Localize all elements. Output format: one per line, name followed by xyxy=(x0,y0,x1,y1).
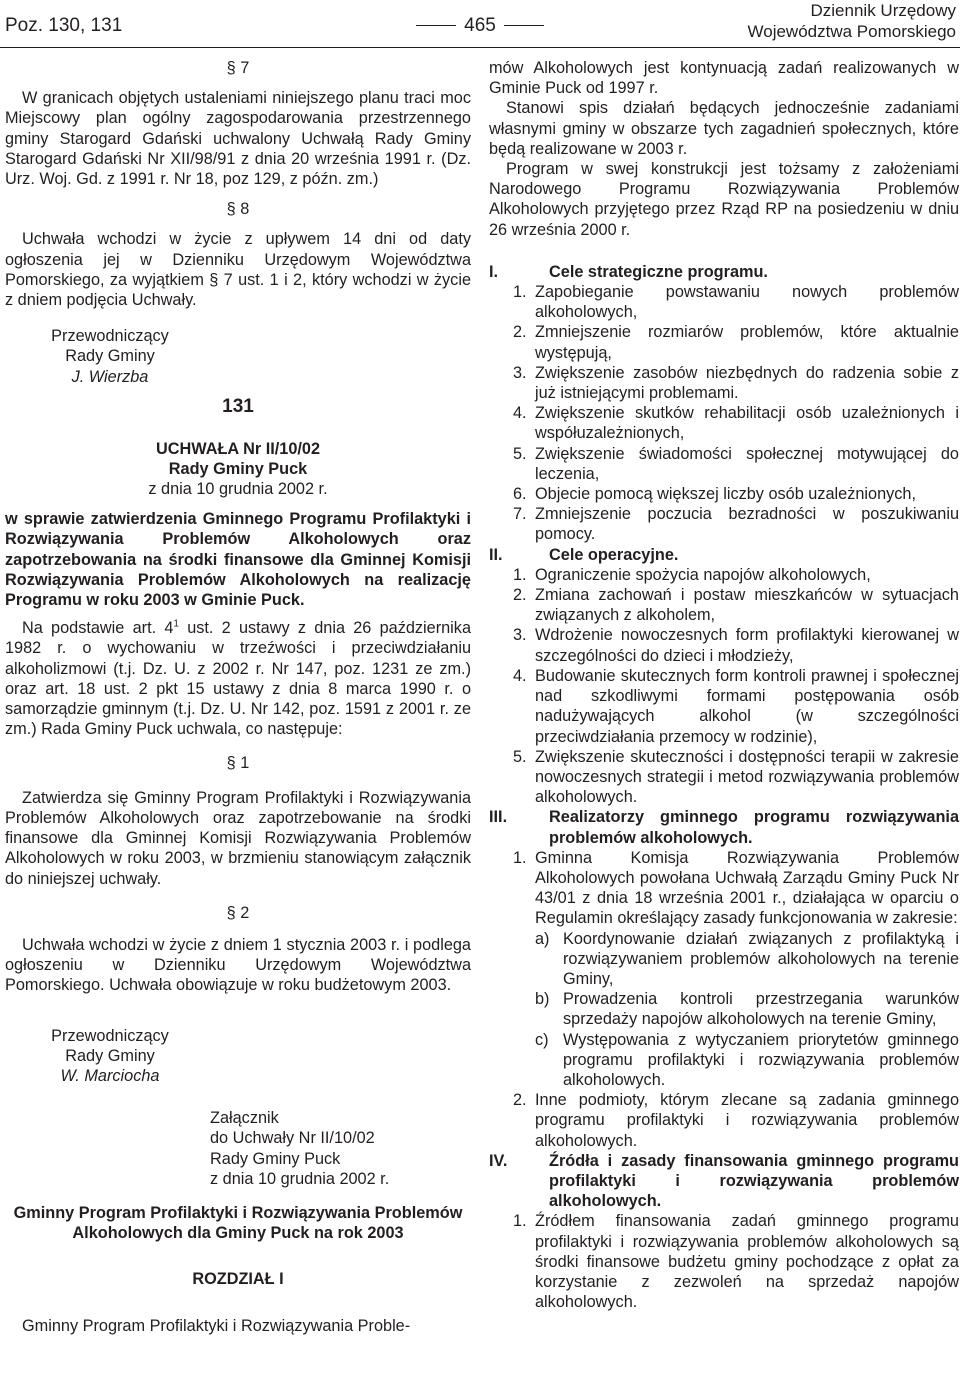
list-item-text: Zwiększenie skuteczności i dostępności terapii w zakresie nowoczesnych strategii i metod rozwiązywania problemów alkoholowych. xyxy=(535,747,959,807)
chapter-heading: ROZDZIAŁ I xyxy=(192,1270,284,1289)
intro-paragraph: Program w swej konstrukcji jest tożsamy z założeniami Narodowego Programu Rozwiązywania Problemów Alkoholowych przyjętego przez Rząd RP na posiedzeniu w dniu 26 września 2000 r. xyxy=(489,160,959,239)
list-item-number: b) xyxy=(535,990,550,1009)
attachment-line: Rady Gminy Puck xyxy=(210,1149,341,1168)
list-item-number: 1. xyxy=(513,565,527,584)
list-item-number: 1. xyxy=(513,1212,527,1231)
signature-name: W. Marciocha xyxy=(60,1066,160,1085)
list-item xyxy=(489,1030,959,1091)
attachment-line: z dnia 10 grudnia 2002 r. xyxy=(210,1169,390,1188)
list-item xyxy=(489,282,959,322)
list-item xyxy=(489,625,959,665)
list-item-text: Gminna Komisja Rozwiązywania Problemów Alkoholowych powołana Uchwałą Zarządu Gminy Puck Nr 43/01 z dnia 18 września 2001 r., działająca w oparciu o Regulamin określający zasady funkcjonowania w zakresie: xyxy=(535,848,959,928)
right-column xyxy=(489,58,959,1312)
list-item-text: Zwiększenie zasobów niezbędnych do radzenia sobie z już istniejącymi problemami. xyxy=(535,363,959,403)
list-item xyxy=(489,848,959,929)
section-2-text: Uchwała wchodzi w życie z dniem 1 stycznia 2003 r. i podlega ogłoszeniu w Dzienniku Urzędowym Województwa Pomorskiego. Uchwała obowiązuje w roku budżetowym 2003. xyxy=(5,935,471,995)
list-item-number: 4. xyxy=(513,666,527,685)
list-item-text: Koordynowanie działań związanych z profilaktyką i rozwiązywaniem problemów alkoholowych na terenie Gminy, xyxy=(563,929,959,988)
list-item-number: 3. xyxy=(513,626,527,645)
heading-number: IV. xyxy=(489,1151,508,1170)
rule-right xyxy=(504,25,544,26)
section-8-label: § 8 xyxy=(226,200,250,219)
list-item-text: Ograniczenie spożycia napojów alkoholowych, xyxy=(535,565,871,584)
list-item-text: Wdrożenie nowoczesnych form profilaktyki kierowanej w szczególności do dzieci i młodzieży, xyxy=(535,626,959,665)
intro-paragraph: Stanowi spis działań będących jednocześnie zadaniami własnymi gminy w obszarze tych zagadnień społecznych, które będą realizowane w 2003 r. xyxy=(489,99,959,158)
list-item-number: 7. xyxy=(513,505,527,524)
rule-left xyxy=(416,25,456,26)
list-item xyxy=(489,504,959,544)
list-item xyxy=(489,363,959,403)
list-item-number: 1. xyxy=(513,283,527,302)
attachment-reference xyxy=(210,1108,471,1189)
list-item xyxy=(489,484,959,504)
list-item-text: Inne podmioty, którym zlecane są zadania gminnego programu profilaktyki i rozwiązywania problemów alkoholowych. xyxy=(535,1091,959,1150)
attachment-line: Załącznik xyxy=(210,1109,279,1128)
resolution-title: UCHWAŁA Nr II/10/02 xyxy=(155,440,321,459)
chapter-first-line: Gminny Program Profilaktyki i Rozwiązywania Proble- xyxy=(22,1316,411,1335)
list-item xyxy=(489,403,959,443)
section-8-text: Uchwała wchodzi w życie z upływem 14 dni od daty ogłoszenia jej w Dzienniku Urzędowym Województwa Pomorskiego, za wyjątkiem § 7 ust. 1 i 2, który wchodzi w życie z dniem podjęcia Uchwały. xyxy=(5,230,471,310)
header-divider xyxy=(0,47,960,48)
page-number-text: 465 xyxy=(464,15,496,36)
left-column xyxy=(5,58,471,1336)
list-item-number: 2. xyxy=(513,586,527,605)
heading-number: I. xyxy=(489,262,499,281)
signature-role: Przewodniczący xyxy=(51,1026,169,1045)
heading-text: Cele strategiczne programu. xyxy=(549,262,768,281)
list-item xyxy=(489,444,959,484)
signature-org: Rady Gminy xyxy=(65,347,155,366)
section-1-label: § 1 xyxy=(226,754,250,773)
list-item-text: Prowadzenia kontroli przestrzegania warunków sprzedaży napojów alkoholowych na terenie Gminy, xyxy=(563,990,959,1029)
journal-title-line2: Województwa Pomorskiego xyxy=(747,22,956,41)
section-7-label: § 7 xyxy=(226,59,250,77)
list-item-text: Budowanie skutecznych form kontroli prawnej i społecznej nad szkodliwymi formami postępowania osób nadużywających alkohol (w szczególności przeciwdziałania przemocy w rodzinie), xyxy=(535,666,959,746)
list-item xyxy=(489,1211,959,1312)
resolution-org: Rady Gminy Puck xyxy=(168,460,308,479)
legal-basis-start: Na podstawie art. 4 xyxy=(22,619,174,638)
list-item-number: 2. xyxy=(513,1091,527,1110)
legal-basis-rest: ust. 2 ustawy z dnia 26 października 1982 r. o wychowaniu w trzeźwości i przeciwdziałaniu alkoholizmowi (t.j. Dz. U. z 2002 r. Nr 147, poz. 1231 ze zm.) oraz art. 18 ust. 2 pkt 15 ustawy z dnia 8 marca 1990 r. o samorządzie gminnym (t.j. Dz. U. Nr 142, poz. 1591 z 2001 r. ze zm.) Rada Gminy Puck uchwala, co następuje: xyxy=(5,619,471,739)
list-item-text: Zmniejszenie poczucia bezradności w poszukiwaniu pomocy. xyxy=(535,505,959,544)
heading-financing xyxy=(489,1151,959,1212)
list-item xyxy=(489,585,959,625)
list-item-number: 5. xyxy=(513,444,527,463)
legal-basis-superscript: 1 xyxy=(173,618,179,630)
list-item xyxy=(489,565,959,585)
list-item xyxy=(489,747,959,808)
list-item xyxy=(489,929,959,990)
intro-paragraph: mów Alkoholowych jest kontynuacją zadań realizowanych w Gminie Puck od 1997 r. xyxy=(489,59,959,98)
list-item xyxy=(489,322,959,362)
signature-role: Przewodniczący xyxy=(51,327,169,346)
list-item-text: Zmniejszenie rozmiarów problemów, które aktualnie występują, xyxy=(535,323,959,362)
list-item-text: Zmiana zachowań i postaw mieszkańców w sytuacjach związanych z alkoholem, xyxy=(535,586,959,625)
heading-text: Realizatorzy gminnego programu rozwiązywania problemów alkoholowych. xyxy=(549,808,959,847)
heading-text: Źródła i zasady finansowania gminnego programu profilaktyki i rozwiązywania problemów alkoholowych. xyxy=(549,1151,959,1211)
list-item xyxy=(489,666,959,747)
page-number xyxy=(400,15,560,37)
implementer-tasks-list xyxy=(489,929,959,1091)
signature-org: Rady Gminy xyxy=(65,1046,155,1065)
resolution-date: z dnia 10 grudnia 2002 r. xyxy=(148,480,328,499)
section-7-text: W granicach objętych ustaleniami niniejszego planu traci moc Miejscowy plan ogólny zagospodarowania przestrzennego gminy Starogard Gdański uchwalony Uchwałą Rady Gminy Starogard Gdański Nr XII/98/91 z dnia 20 września 1991 r. (Dz. Urz. Woj. Gd. z 1991 r. Nr 18, poz 129, z późn. zm.) xyxy=(5,89,471,189)
legal-basis xyxy=(5,618,471,739)
list-item-number: 2. xyxy=(513,323,527,342)
list-item-number: 3. xyxy=(513,363,527,382)
position-reference: Poz. 130, 131 xyxy=(5,15,123,36)
resolution-subject: w sprawie zatwierdzenia Gminnego Programu Profilaktyki i Rozwiązywania Problemów Alkoholowych oraz zapotrzebowania na środki finansowe dla Gminnej Komisji Rozwiązywania Problemów Alkoholowych na realizację Programu w roku 2003 w Gminie Puck. xyxy=(5,510,471,610)
signature-name: J. Wierzba xyxy=(71,367,149,386)
journal-title xyxy=(748,0,957,42)
heading-number: III. xyxy=(489,808,508,827)
resolution-number: 131 xyxy=(222,395,254,417)
heading-number: II. xyxy=(489,545,503,564)
list-item-text: Zapobieganie powstawaniu nowych problemów alkoholowych, xyxy=(535,283,959,322)
section-1-text: Zatwierdza się Gminny Program Profilaktyki i Rozwiązywania Problemów Alkoholowych oraz zapotrzebowanie na środki finansowe dla Gminnej Komisji Rozwiązywania Problemów Alkoholowych w roku 2003, w brzmieniu stanowiącym załącznik do niniejszej uchwały. xyxy=(5,788,471,888)
list-item-text: Objecie pomocą większej liczby osób uzależnionych, xyxy=(535,485,916,504)
list-item-text: Zwiększenie świadomości społecznej motywującej do leczenia, xyxy=(535,444,959,483)
heading-text: Cele operacyjne. xyxy=(549,545,679,564)
heading-strategic-goals xyxy=(489,262,959,282)
strategic-goals-list xyxy=(489,282,959,545)
heading-operational-goals xyxy=(489,545,959,565)
list-item-number: 4. xyxy=(513,404,527,423)
list-item-number: 1. xyxy=(513,848,527,867)
list-item-text: Występowania z wytyczaniem priorytetów gminnego programu profilaktyki i rozwiązywania problemów alkoholowych. xyxy=(563,1030,959,1089)
attachment-line: do Uchwały Nr II/10/02 xyxy=(210,1129,375,1148)
operational-goals-list xyxy=(489,565,959,807)
heading-implementers xyxy=(489,807,959,847)
list-item-number: 6. xyxy=(513,485,527,504)
list-item xyxy=(489,1090,959,1151)
program-title: Gminny Program Profilaktyki i Rozwiązywania Problemów Alkoholowych dla Gminy Puck na rok 2003 xyxy=(13,1203,463,1243)
list-item-number: 5. xyxy=(513,747,527,766)
signature-block-1 xyxy=(5,326,215,387)
journal-title-line1: Dziennik Urzędowy xyxy=(810,1,956,20)
list-item-number: a) xyxy=(535,929,550,948)
list-item-text: Zwiększenie skutków rehabilitacji osób uzależnionych i współuzależnionych, xyxy=(535,404,959,443)
list-item-number: c) xyxy=(535,1030,549,1049)
section-2-label: § 2 xyxy=(226,903,250,922)
page-header xyxy=(0,0,960,48)
list-item-text: Źródłem finansowania zadań gminnego programu profilaktyki i rozwiązywania problemów alkoholowych są środki finansowe budżetu gminy pochodzące z opłat za korzystanie z zezwoleń na sprzedaż napojów alkoholowych. xyxy=(535,1212,959,1312)
list-item xyxy=(489,989,959,1029)
signature-block-2 xyxy=(5,1026,215,1087)
